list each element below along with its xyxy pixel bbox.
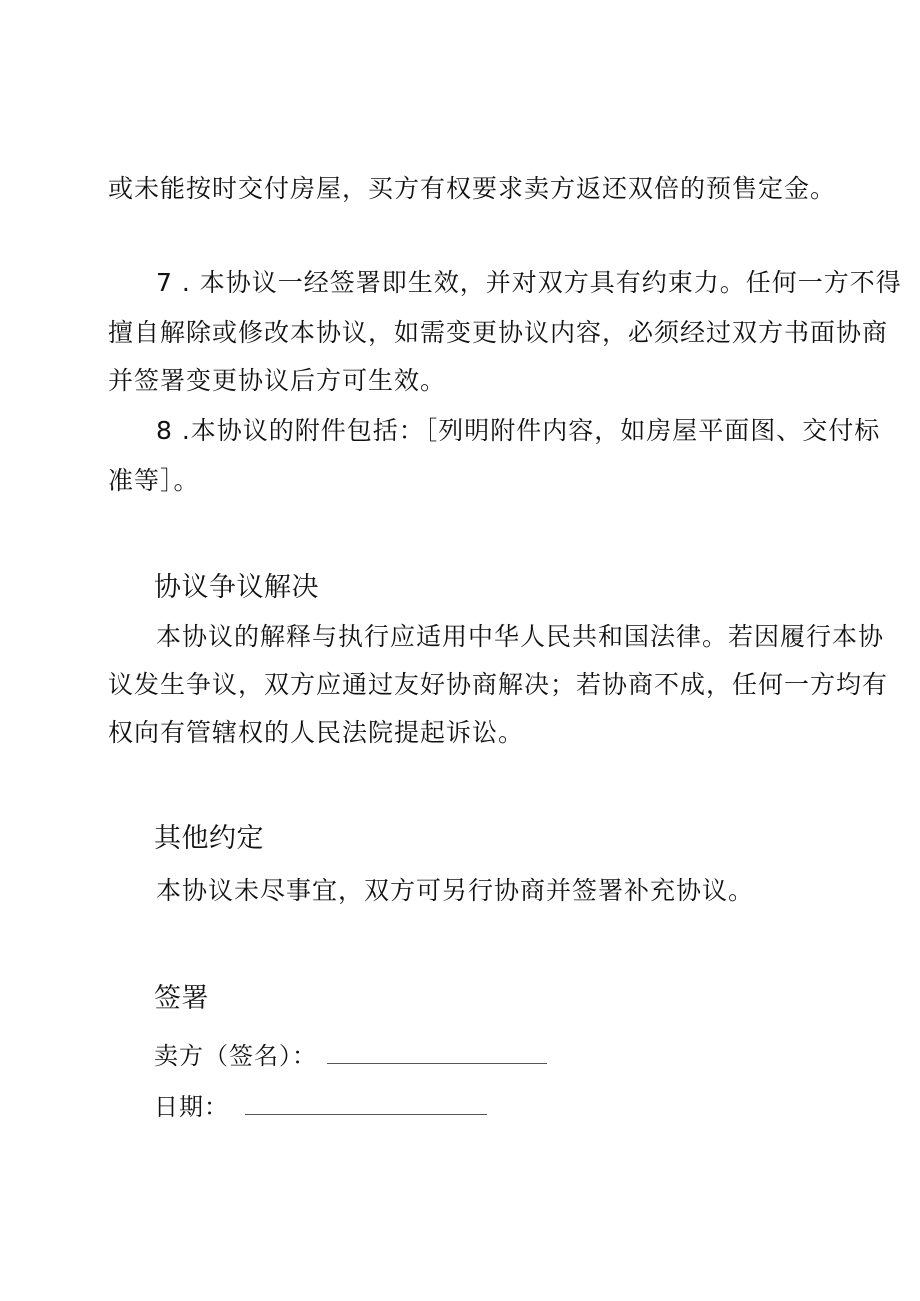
other-line-1: 本协议未尽事宜，双方可另行协商并签署补充协议。 (156, 876, 755, 905)
clause-7-line-3: 并签署变更协议后方可生效。 (108, 366, 447, 395)
clause-7-line-1: 7 . 本协议一经签署即生效，并对双方具有约束力。任何一方不得 (156, 268, 902, 297)
seller-signature-label: 卖方（签名）： (154, 1041, 317, 1070)
dispute-line-1: 本协议的解释与执行应适用中华人民共和国法律。若因履行本协 (156, 622, 885, 651)
clause-8-line-1: 8 .本协议的附件包括：［列明附件内容，如房屋平面图、交付标 (156, 416, 881, 445)
clause-8-line-2: 准等］。 (108, 466, 200, 495)
dispute-line-3: 权向有管辖权的人民法院提起诉讼。 (108, 718, 525, 747)
signing-heading: 签署 (154, 983, 209, 1014)
dispute-heading: 协议争议解决 (154, 572, 319, 603)
clause-7-line-2: 擅自解除或修改本协议，如需变更协议内容，必须经过双方书面协商 (108, 318, 889, 347)
seller-signature-line[interactable] (327, 1043, 547, 1064)
seller-signature-row (154, 1036, 547, 1070)
date-line[interactable] (245, 1094, 487, 1115)
continuation-line: 或未能按时交付房屋，买方有权要求卖方返还双倍的预售定金。 (108, 174, 837, 203)
other-heading: 其他约定 (154, 823, 264, 854)
date-label: 日期： (154, 1092, 229, 1121)
date-row (154, 1087, 487, 1121)
dispute-line-2: 议发生争议，双方应通过友好协商解决；若协商不成，任何一方均有 (108, 670, 889, 699)
